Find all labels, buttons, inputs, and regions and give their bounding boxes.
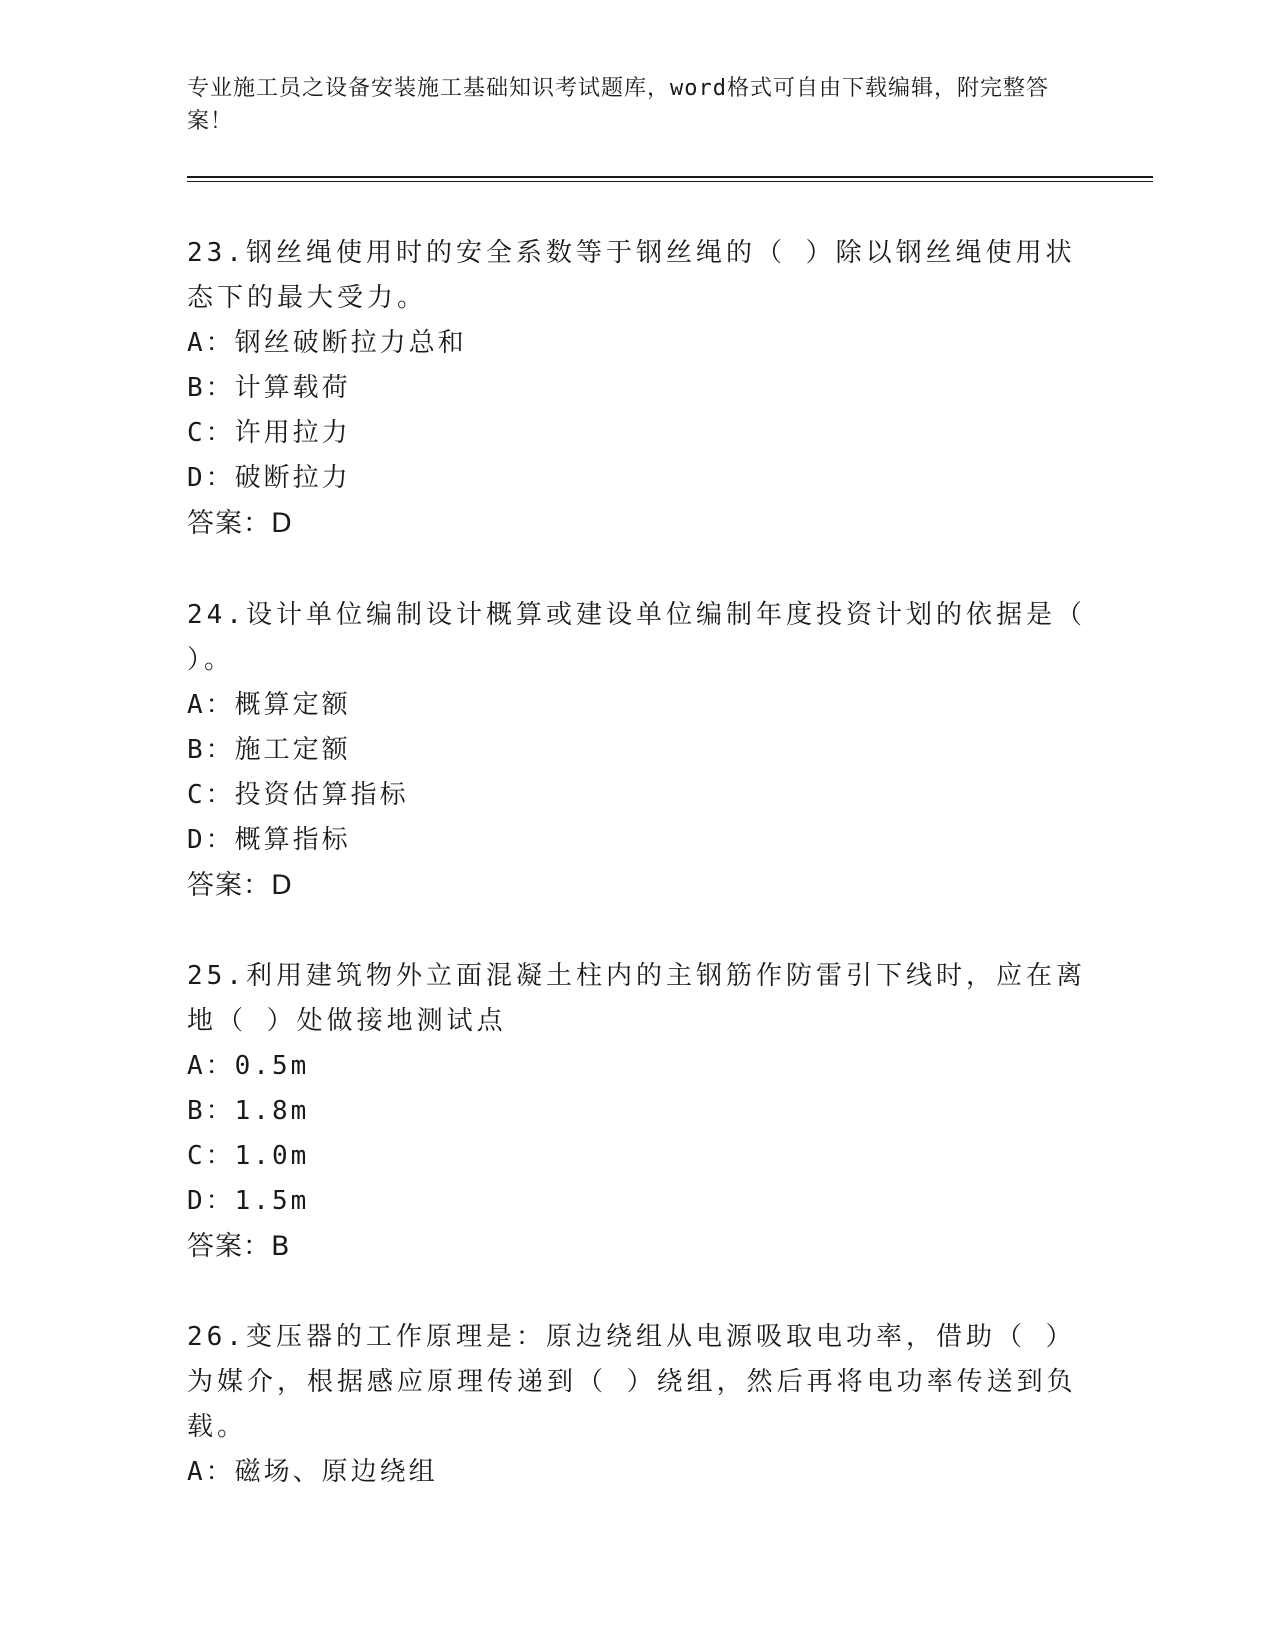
option-c: C：1.0m (187, 1141, 310, 1171)
option-a: A：钢丝破断拉力总和 (187, 328, 467, 358)
question-stem: 23.钢丝绳使用时的安全系数等于钢丝绳的（ ）除以钢丝绳使用状态下的最大受力。 (187, 238, 1076, 313)
answer-line: 答案：D (187, 870, 293, 901)
question-25 (187, 954, 1087, 1270)
answer-line: 答案：B (187, 1231, 291, 1262)
option-d: D：1.5m (187, 1186, 310, 1216)
option-b: B：施工定额 (187, 735, 351, 765)
option-a: A：0.5m (187, 1051, 310, 1081)
answer-line: 答案：D (187, 508, 293, 539)
option-d: D：破断拉力 (187, 463, 351, 493)
question-stem: 26.变压器的工作原理是：原边绕组从电源吸取电功率，借助（ ）为媒介，根据感应原理传递到（ ）绕组，然后再将电功率传送到负载。 (187, 1322, 1077, 1442)
question-23 (187, 231, 1087, 547)
option-c: C：投资估算指标 (187, 780, 409, 810)
question-stem: 24.设计单位编制设计概算或建设单位编制年度投资计划的依据是（ ）。 (187, 600, 1086, 675)
question-24 (187, 593, 1087, 909)
question-26 (187, 1315, 1087, 1495)
document-intro: 专业施工员之设备安装施工基础知识考试题库，word格式可自由下载编辑，附完整答案！ (187, 76, 1049, 134)
option-d: D：概算指标 (187, 825, 351, 855)
option-c: C：许用拉力 (187, 418, 351, 448)
option-a: A：概算定额 (187, 690, 351, 720)
header-divider-thin (187, 181, 1153, 182)
option-b: B：1.8m (187, 1096, 310, 1126)
header-divider (187, 176, 1153, 178)
option-a: A：磁场、原边绕组 (187, 1457, 438, 1487)
question-stem: 25.利用建筑物外立面混凝土柱内的主钢筋作防雷引下线时，应在离地（ ）处做接地测试点 (187, 961, 1086, 1036)
option-b: B：计算载荷 (187, 373, 351, 403)
